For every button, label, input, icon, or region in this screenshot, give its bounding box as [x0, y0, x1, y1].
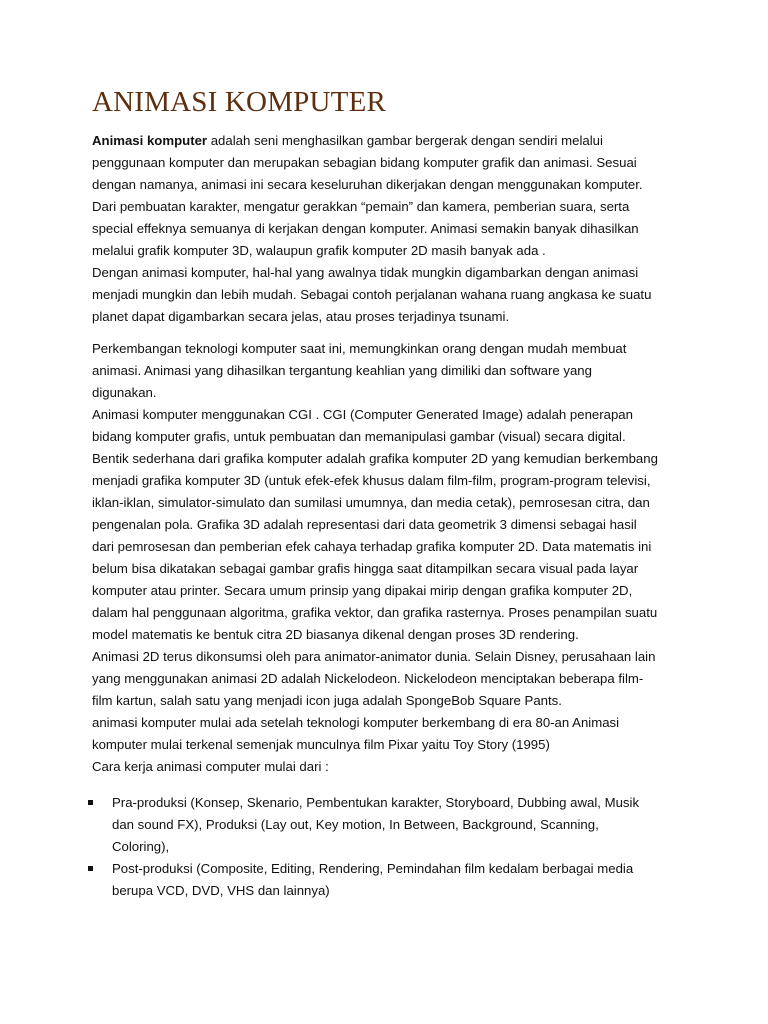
body-line: model matematis ke bentuk citra 2D biasanya dikenal dengan proses 3D rendering. — [92, 627, 579, 642]
square-bullet-icon — [88, 866, 93, 871]
intro-line: dengan namanya, animasi ini secara keseluruhan dikerjakan dengan menggunakan komputer. — [92, 177, 643, 192]
body-line: Cara kerja animasi computer mulai dari : — [92, 759, 329, 774]
body-line: Animasi 2D terus dikonsumsi oleh para animator-animator dunia. Selain Disney, perusahaan lain — [92, 649, 656, 664]
body-line: Perkembangan teknologi komputer saat ini, memungkinkan orang dengan mudah membuat — [92, 341, 627, 356]
intro-line: Dari pembuatan karakter, mengatur gerakkan “pemain” dan kamera, pemberian suara, serta — [92, 199, 630, 214]
intro-line: adalah seni menghasilkan gambar bergerak dengan sendiri melalui — [207, 133, 603, 148]
intro-line: special effeknya semuanya di kerjakan dengan komputer. Animasi semakin banyak dihasilkan — [92, 221, 639, 236]
para2-line: Dengan animasi komputer, hal-hal yang awalnya tidak mungkin digambarkan dengan animasi — [92, 265, 639, 280]
body-line: pengenalan pola. Grafika 3D adalah representasi dari data geometrik 3 dimensi sebagai hasil — [92, 517, 637, 532]
body-line: bidang komputer grafis, untuk pembuatan dan memanipulasi gambar (visual) secara digital. — [92, 429, 626, 444]
intro-paragraph — [92, 130, 682, 328]
list-item — [92, 792, 682, 858]
body-line: animasi. Animasi yang dihasilkan tergantung keahlian yang dimiliki dan software yang — [92, 363, 592, 378]
body-line: komputer atau printer. Secara umum prinsip yang dipakai mirip dengan grafika komputer 2D, — [92, 583, 633, 598]
body-paragraph — [92, 338, 682, 778]
intro-line: penggunaan komputer dan merupakan sebagian bidang komputer grafik dan animasi. Sesuai — [92, 155, 637, 170]
body-line: digunakan. — [92, 385, 157, 400]
body-line: film kartun, salah satu yang menjadi icon juga adalah SpongeBob Square Pants. — [92, 693, 562, 708]
body-line: komputer mulai terkenal semenjak munculnya film Pixar yaitu Toy Story (1995) — [92, 737, 550, 752]
body-line: animasi komputer mulai ada setelah teknologi komputer berkembang di era 80-an Animasi — [92, 715, 620, 730]
para2-line: menjadi mungkin dan lebih mudah. Sebagai contoh perjalanan wahana ruang angkasa ke suatu — [92, 287, 652, 302]
body-line: menjadi grafika komputer 3D (untuk efek-efek khusus dalam film-film, program-program televisi, — [92, 473, 651, 488]
process-list — [92, 792, 682, 902]
body-line: dari pemrosesan dan pemberian efek cahaya terhadap grafika komputer 2D. Data matematis ini — [92, 539, 652, 554]
intro-line: melalui grafik komputer 3D, walaupun grafik komputer 2D masih banyak ada . — [92, 243, 546, 258]
list-item-line: dan sound FX), Produksi (Lay out, Key motion, In Between, Background, Scanning, — [112, 817, 599, 832]
list-item — [92, 858, 682, 902]
body-line: belum bisa dikatakan sebagai gambar grafis hingga saat ditampilkan secara visual pada layar — [92, 561, 639, 576]
list-item-line: Coloring), — [112, 839, 170, 854]
list-item-line: Post-produksi (Composite, Editing, Rendering, Pemindahan film kedalam berbagai media — [112, 861, 634, 876]
list-item-line: Pra-produksi (Konsep, Skenario, Pembentukan karakter, Storyboard, Dubbing awal, Musik — [112, 795, 640, 810]
body-line: Bentik sederhana dari grafika komputer adalah grafika komputer 2D yang kemudian berkembang — [92, 451, 658, 466]
body-line: iklan-iklan, simulator-simulato dan sumilasi umumnya, dan media cetak), pemrosesan citra, dan — [92, 495, 650, 510]
body-line: dalam hal penggunaan algoritma, grafika vektor, dan grafika rasternya. Proses penampilan suatu — [92, 605, 658, 620]
document-title: ANIMASI KOMPUTER — [92, 86, 387, 118]
list-item-line: berupa VCD, DVD, VHS dan lainnya) — [112, 883, 330, 898]
para2-line: planet dapat digambarkan secara jelas, atau proses terjadinya tsunami. — [92, 309, 510, 324]
body-line: Animasi komputer menggunakan CGI . CGI (Computer Generated Image) adalah penerapan — [92, 407, 633, 422]
document-page — [92, 84, 682, 902]
square-bullet-icon — [88, 800, 93, 805]
intro-lead-term: Animasi komputer — [92, 133, 208, 148]
body-line: yang menggunakan animasi 2D adalah Nickelodeon. Nickelodeon menciptakan beberapa film- — [92, 671, 644, 686]
